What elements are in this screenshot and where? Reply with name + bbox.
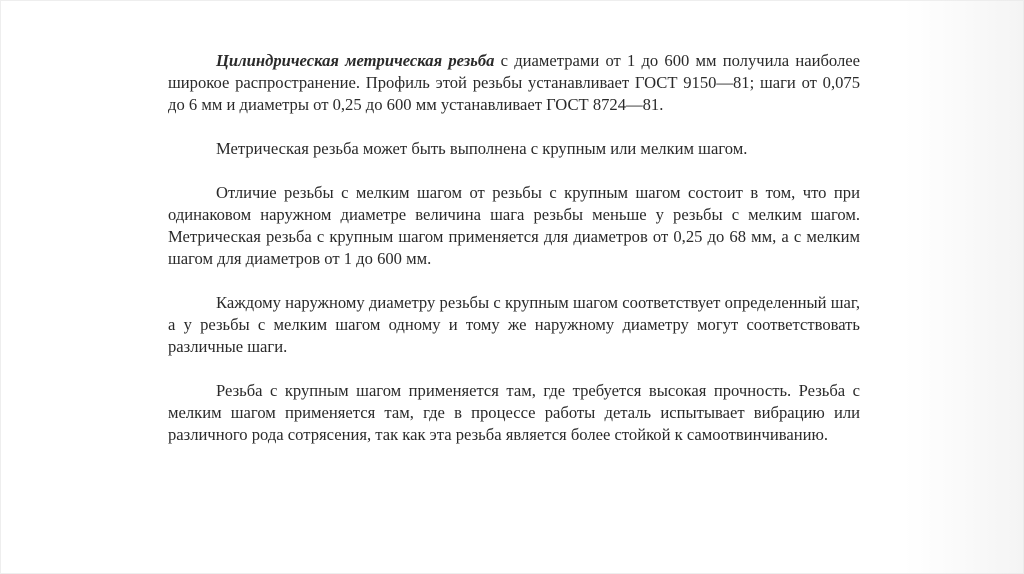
paragraph-text: Резьба с крупным шагом применяется там, где требуется высокая прочность. Резьба с мелким шагом применяется там, где в процессе работы деталь испытывает вибрацию или различного рода сотрясения, так как эта резьба является более стойкой к самоотвинчиванию. — [168, 381, 860, 444]
document-body — [168, 50, 860, 446]
paragraph-fine-vs-coarse — [168, 182, 860, 270]
paragraph-text: Каждому наружному диаметру резьбы с крупным шагом соответствует определенный шаг, а у резьбы с мелким шагом одному и тому же наружному диаметру могут соответствовать различные шаги. — [168, 293, 860, 356]
paragraph-lead-term: Цилиндрическая метрическая резьба — [216, 51, 495, 70]
paragraph-text: Отличие резьбы с мелким шагом от резьбы с крупным шагом состоит в том, что при одинаковом наружном диаметре величина шага резьбы меньше у резьбы с мелким шагом. Метрическая резьба с крупным шагом применяется для диаметров от 0,25 до 68 мм, а с мелким шагом для диаметров от 1 до 600 мм. — [168, 183, 860, 268]
paragraph-pitch-types — [168, 138, 860, 160]
paragraph-applications — [168, 380, 860, 446]
paragraph-cylindrical-thread — [168, 50, 860, 116]
paragraph-text: Метрическая резьба может быть выполнена с крупным или мелким шагом. — [216, 139, 748, 158]
paragraph-text: с диаметрами от 1 до 600 мм получила наиболее широкое распространение. Профиль этой резьбы устанавливает ГОСТ 9150—81; шаги от 0,075 до 6 мм и диаметры от 0,25 до 600 мм устанавливает ГОСТ 8724—81. — [168, 51, 860, 114]
page-edge-shade — [904, 0, 1024, 574]
paragraph-diameter-pitch — [168, 292, 860, 358]
